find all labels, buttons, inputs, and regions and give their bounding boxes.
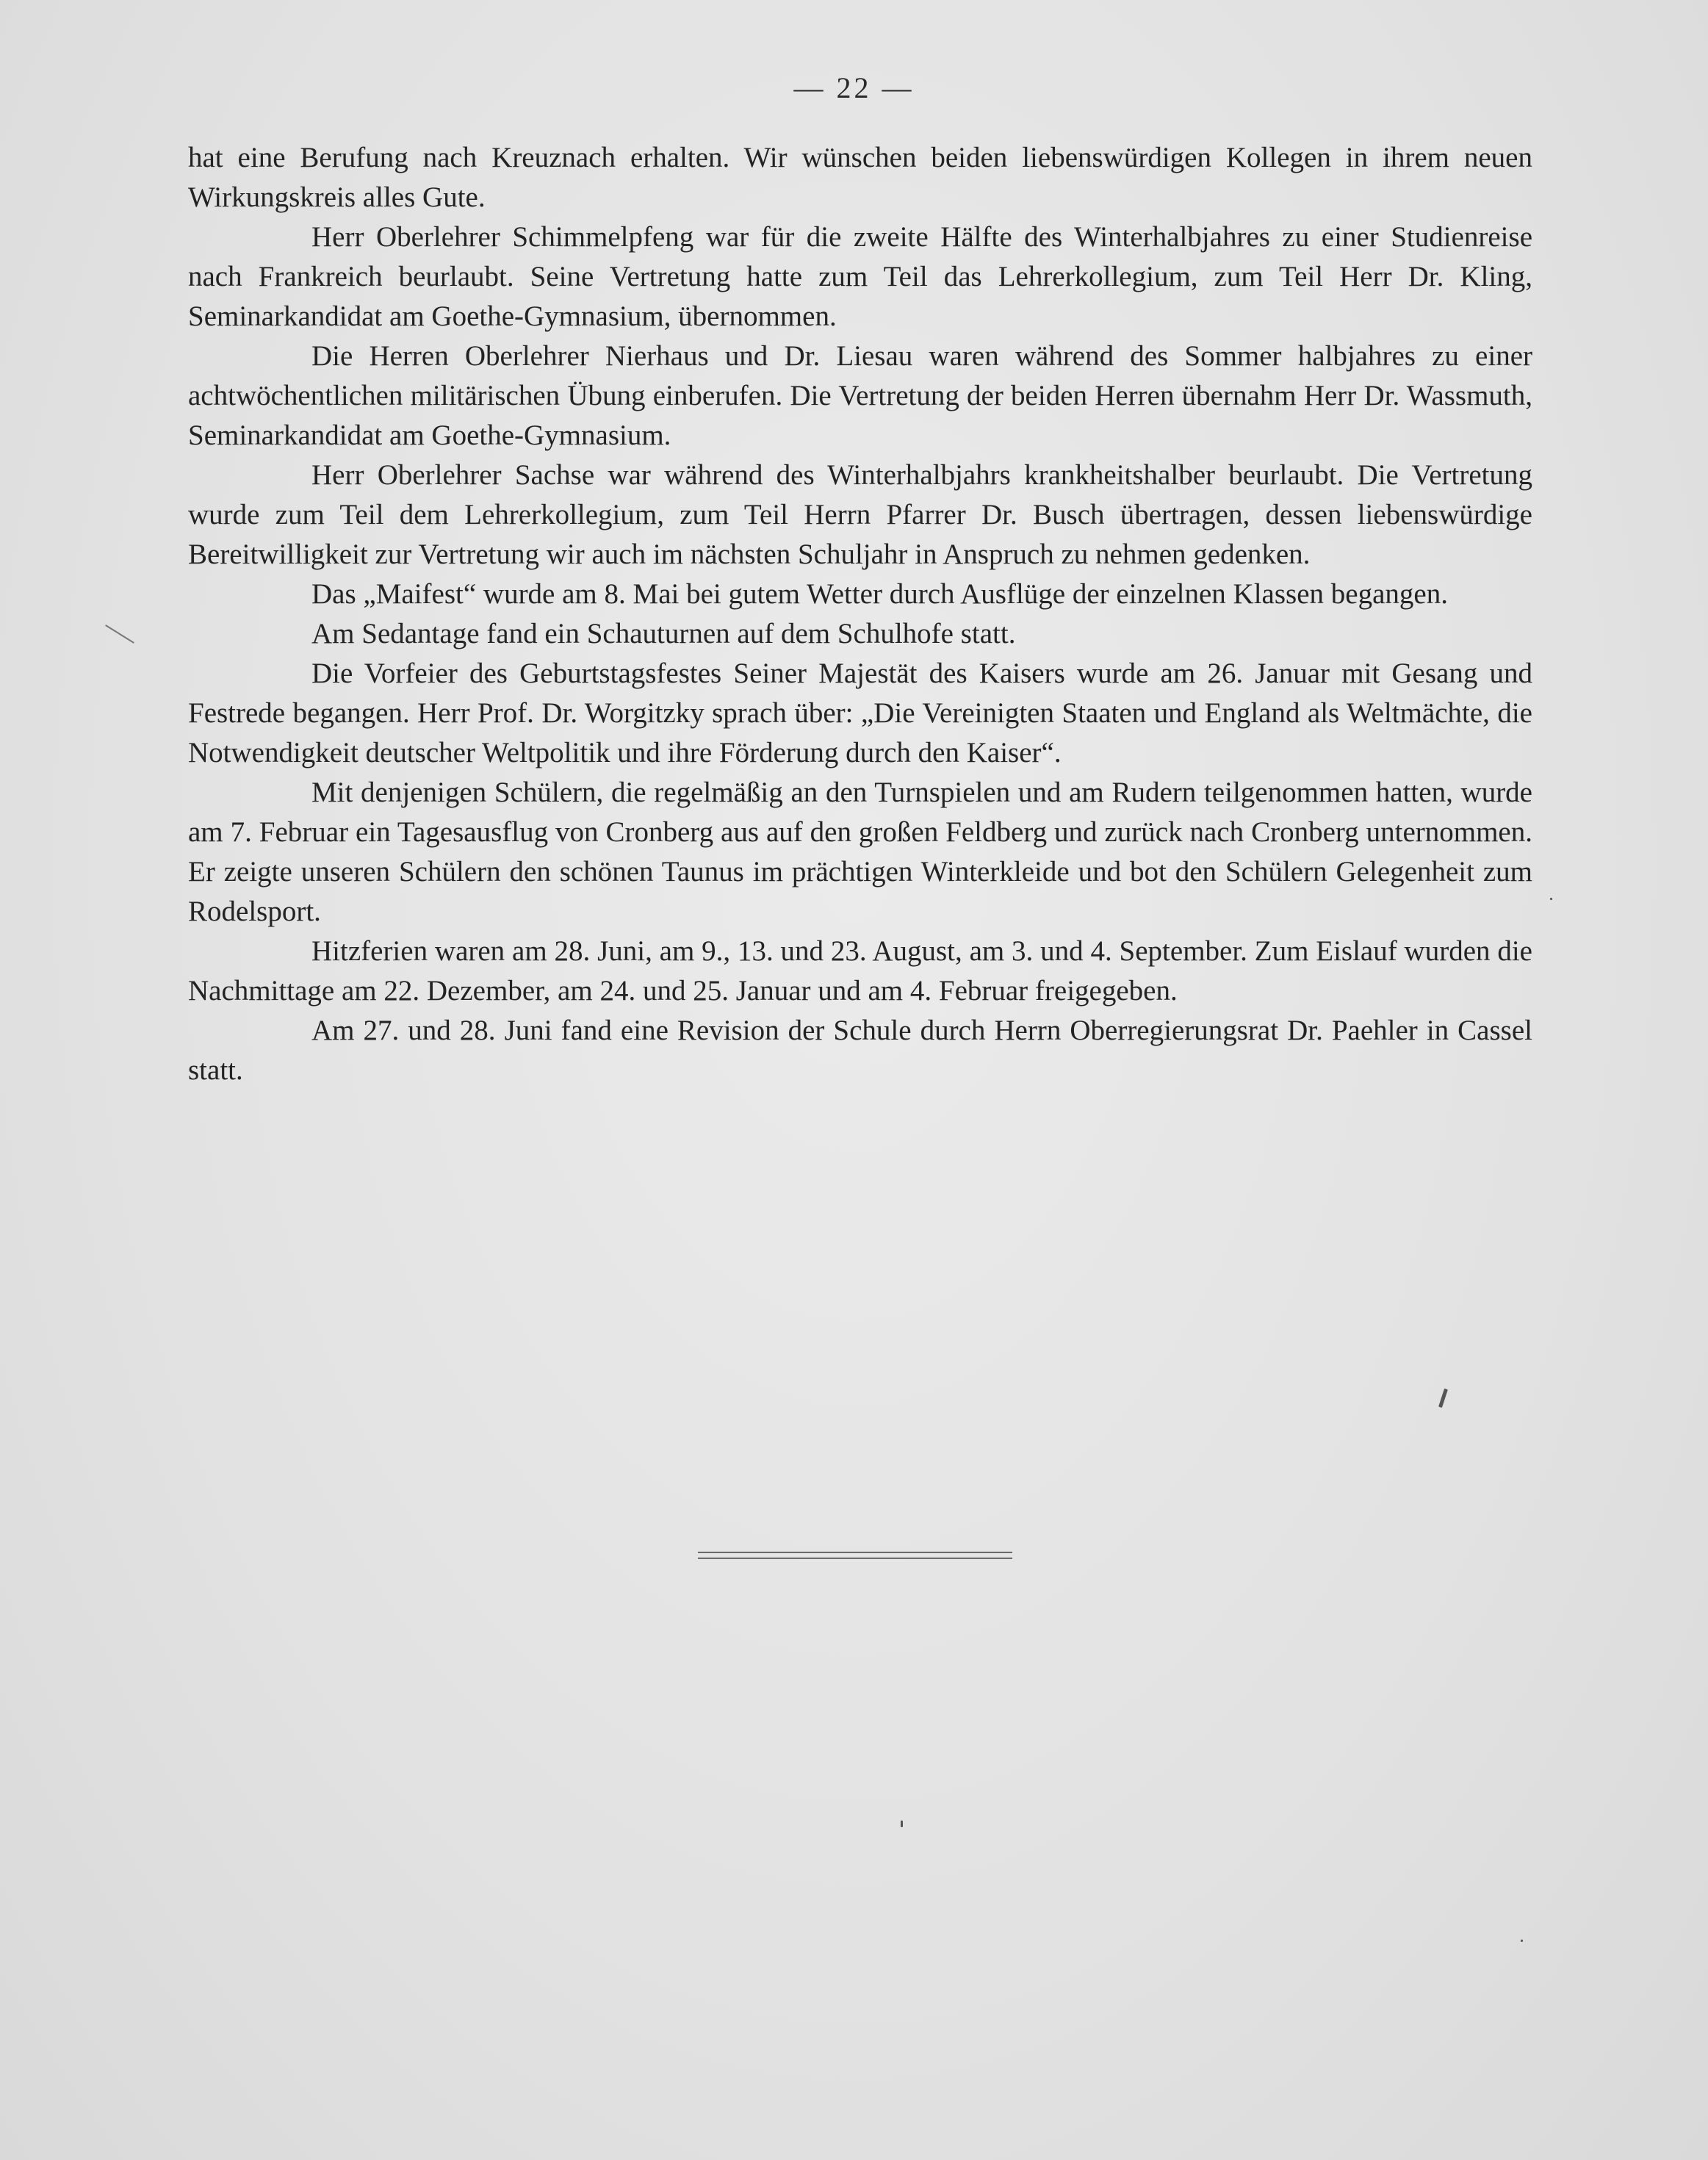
paragraph-6: Am Sedantage fand ein Schauturnen auf dem Schulhofe statt. (311, 618, 1016, 649)
paragraph-3: Die Herren Oberlehrer Nierhaus und Dr. Liesau waren während des Sommer halbjahres zu einer achtwöchentlichen militärischen Übung einberufen. Die Vertretung der beiden Herren übernahm Herr Dr. Wassmuth, Seminarkandidat am Goethe-Gymnasium. (188, 340, 1532, 451)
scan-mark (1438, 1389, 1448, 1408)
paragraph-1: hat eine Berufung nach Kreuznach erhalten. Wir wünschen beiden liebenswürdigen Kollegen in ihrem neuen Wirkungskreis alles Gute. (188, 142, 1532, 213)
scan-mark (1521, 1940, 1523, 1942)
paragraph-4: Herr Oberlehrer Sachse war während des Winterhalbjahrs krankheitshalber beurlaubt. Die Vertretung wurde zum Teil dem Lehrerkollegium, zum Teil Herrn Pfarrer Dr. Busch übertragen, dessen liebenswürdige Bereitwilligkeit zur Vertretung wir auch im nächsten Schuljahr in Anspruch zu nehmen gedenken. (188, 459, 1532, 570)
scan-mark (105, 624, 134, 644)
paragraph-5: Das „Maifest“ wurde am 8. Mai bei gutem Wetter durch Ausflüge der einzelnen Klassen begangen. (311, 578, 1448, 610)
paragraph-10: Am 27. und 28. Juni fand eine Revision der Schule durch Herrn Oberregierungsrat Dr. Paehler in Cassel statt. (188, 1015, 1532, 1086)
scan-mark (1550, 898, 1552, 900)
paragraph-7: Die Vorfeier des Geburtstagsfestes Seiner Majestät des Kaisers wurde am 26. Januar mit Gesang und Festrede begangen. Herr Prof. Dr. Worgitzky sprach über: „Die Vereinigten Staaten und England als Weltmächte, die Notwendigkeit deutscher Weltpolitik und ihre Förderung durch den Kaiser“. (188, 658, 1532, 768)
paragraph-2: Herr Oberlehrer Schimmelpfeng war für die zweite Hälfte des Winterhalbjahres zu einer Studienreise nach Frankreich beurlaubt. Seine Vertretung hatte zum Teil das Lehrerkollegium, zum Teil Herr Dr. Kling, Seminarkandidat am Goethe-Gymnasium, übernommen. (188, 221, 1532, 332)
scan-mark (901, 1821, 903, 1827)
body-text (188, 138, 1532, 1090)
paragraph-8: Mit denjenigen Schülern, die regelmäßig an den Turnspielen und am Rudern teilgenommen hatten, wurde am 7. Februar ein Tagesausflug von Cronberg aus auf den großen Feldberg und zurück nach Cronberg unternommen. Er zeigte unseren Schülern den schönen Taunus im prächtigen Winterkleide und bot den Schülern Gelegenheit zum Rodelsport. (188, 777, 1532, 927)
paragraph-9: Hitzferien waren am 28. Juni, am 9., 13. und 23. August, am 3. und 4. September. Zum Eislauf wurden die Nachmittage am 22. Dezember, am 24. und 25. Januar und am 4. Februar freigegeben. (188, 935, 1532, 1007)
section-end-rule (698, 1552, 1012, 1559)
page-number: — 22 — (793, 71, 915, 104)
